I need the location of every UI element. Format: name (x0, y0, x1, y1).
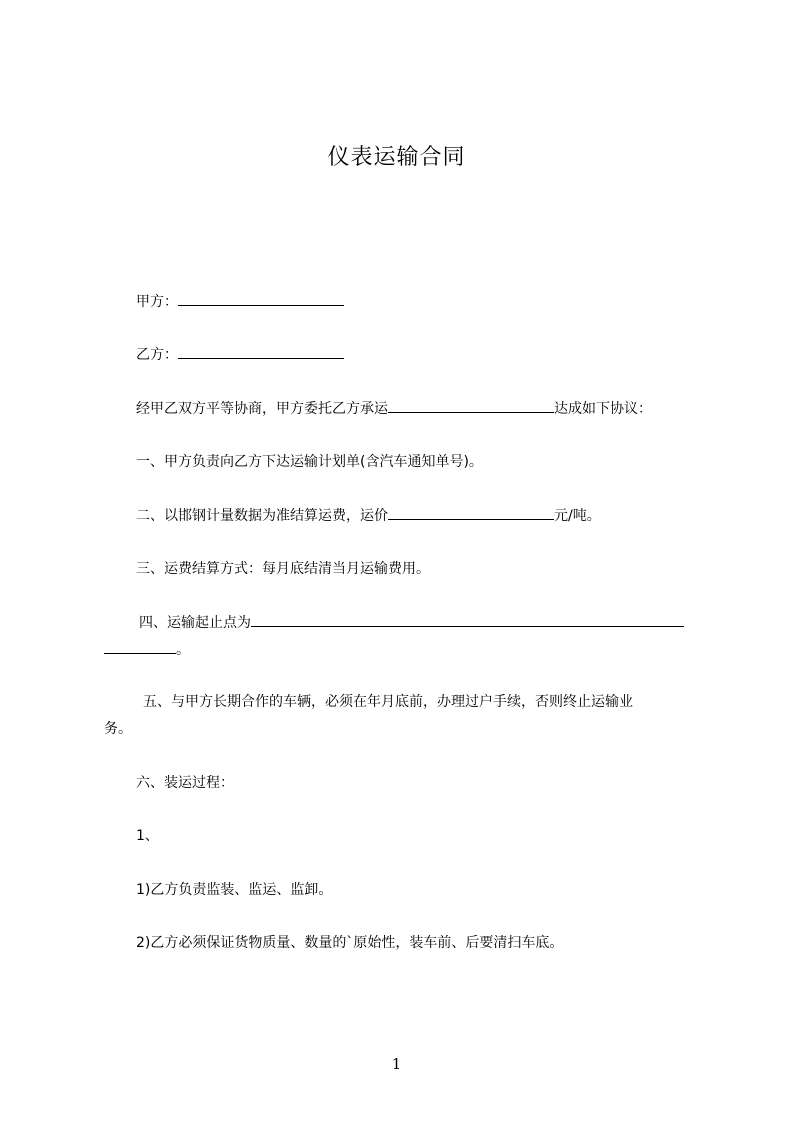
clause-6-sub-1: 1)乙方负责监装、监运、监卸。 (136, 882, 333, 898)
intro-suffix: 达成如下协议： (554, 401, 652, 417)
intro-line (136, 398, 652, 419)
clause-4-line (139, 612, 684, 633)
clause-6-heading: 六、装运过程： (136, 775, 234, 791)
document-title: 仪表运输合同 (327, 145, 466, 170)
party-a-label: 甲方： (136, 294, 178, 310)
price-blank (388, 505, 554, 520)
clause-4-prefix: 四、运输起止点为 (139, 615, 251, 631)
party-b-label: 乙方： (136, 347, 178, 363)
clause-2-prefix: 二、以邯钢计量数据为准结算运费，运价 (136, 508, 388, 524)
intro-prefix: 经甲乙双方平等协商，甲方委托乙方承运 (136, 401, 388, 417)
route-blank (251, 612, 684, 627)
cargo-blank (388, 398, 554, 413)
clause-6-sub-2: 2)乙方必须保证货物质量、数量的`原始性，装车前、后要清扫车底。 (136, 935, 564, 951)
route-blank-continued (104, 639, 176, 654)
party-a-blank (178, 291, 344, 306)
clause-2-line (136, 505, 601, 526)
clause-1: 一、甲方负责向乙方下达运输计划单(含汽车通知单号)。 (136, 454, 483, 470)
party-b-line (136, 344, 344, 365)
clause-3: 三、运费结算方式：每月底结清当月运输费用。 (136, 561, 430, 577)
clause-6-item-1: 1、 (136, 828, 159, 844)
clause-4-suffix: 。 (176, 642, 190, 658)
clause-5-line-1: 五、与甲方长期合作的车辆，必须在年月底前，办理过户手续，否则终止运输业 (143, 694, 633, 710)
clause-5-line-2: 务。 (104, 721, 132, 737)
party-b-blank (178, 344, 344, 359)
clause-4-continuation (104, 639, 190, 660)
clause-2-suffix: 元/吨。 (554, 508, 601, 524)
page-number: 1 (391, 1055, 402, 1073)
party-a-line (136, 291, 344, 312)
